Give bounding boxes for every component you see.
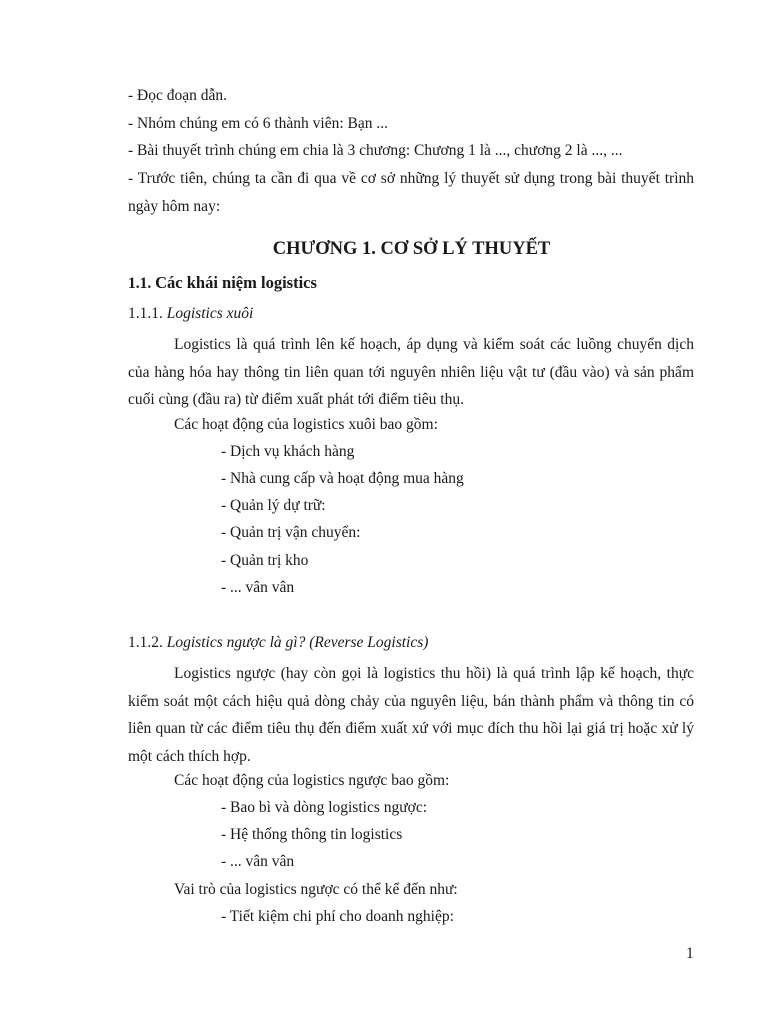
intro-line: - Bài thuyết trình chúng em chia là 3 chương: Chương 1 là ..., chương 2 là ..., ... bbox=[128, 142, 623, 159]
subsection-number: 1.1.2. bbox=[128, 634, 163, 651]
list-item: - ... vân vân bbox=[221, 579, 295, 596]
list-item: - Quản lý dự trữ: bbox=[221, 497, 326, 514]
intro-paragraph: - Trước tiên, chúng ta cần đi qua về cơ sở những lý thuyết sử dụng trong bài thuyết trình ngày hôm nay: bbox=[128, 170, 694, 215]
section-title: Các khái niệm logistics bbox=[155, 273, 317, 292]
body-paragraph: Logistics là quá trình lên kế hoạch, áp dụng và kiểm soát các luồng chuyển dịch của hàng hóa hay thông tin liên quan tới nguyên nhiên liệu vật tư (đầu vào) và sản phẩm cuối cùng (đầu ra) từ điểm xuất phát tới điểm tiêu thụ. bbox=[128, 336, 694, 409]
list-item: - ... vân vân bbox=[221, 853, 295, 870]
subsection-number: 1.1.1. bbox=[128, 305, 163, 322]
list-item: - Quản trị vận chuyển: bbox=[221, 524, 361, 541]
subsection-title: Logistics xuôi bbox=[166, 305, 254, 322]
list-item: - Bao bì và dòng logistics ngược: bbox=[221, 799, 428, 816]
list-item: - Hệ thống thông tin logistics bbox=[221, 826, 403, 843]
list-intro: Các hoạt động của logistics xuôi bao gồm: bbox=[174, 416, 438, 433]
intro-line: - Nhóm chúng em có 6 thành viên: Bạn ... bbox=[128, 115, 389, 132]
section-heading bbox=[128, 273, 317, 294]
chapter-title: CHƯƠNG 1. CƠ SỞ LÝ THUYẾT bbox=[272, 239, 551, 259]
section-number: 1.1. bbox=[128, 275, 152, 292]
page-number: 1 bbox=[686, 945, 694, 962]
list-item: - Nhà cung cấp và hoạt động mua hàng bbox=[221, 470, 464, 487]
list-item: - Tiết kiệm chi phí cho doanh nghiệp: bbox=[221, 908, 454, 925]
list-intro: Vai trò của logistics ngược có thể kể đến như: bbox=[174, 881, 458, 898]
list-intro: Các hoạt động của logistics ngược bao gồm: bbox=[174, 772, 450, 789]
subsection-heading bbox=[128, 304, 253, 324]
subsection-title: Logistics ngược là gì? (Reverse Logistics) bbox=[166, 634, 429, 651]
intro-line: - Đọc đoạn dẫn. bbox=[128, 87, 227, 104]
subsection-heading bbox=[128, 633, 428, 653]
list-item: - Quản trị kho bbox=[221, 552, 309, 569]
body-paragraph: Logistics ngược (hay còn gọi là logistics thu hồi) là quá trình lập kế hoạch, thực kiểm soát một cách hiệu quả dòng chảy của nguyên liệu, bán thành phẩm và thông tin có liên quan từ các điểm tiêu thụ đến điểm xuất xứ với mục đích thu hồi lại giá trị hoặc xử lý một cách thích hợp. bbox=[128, 665, 694, 765]
list-item: - Dịch vụ khách hàng bbox=[221, 443, 355, 460]
